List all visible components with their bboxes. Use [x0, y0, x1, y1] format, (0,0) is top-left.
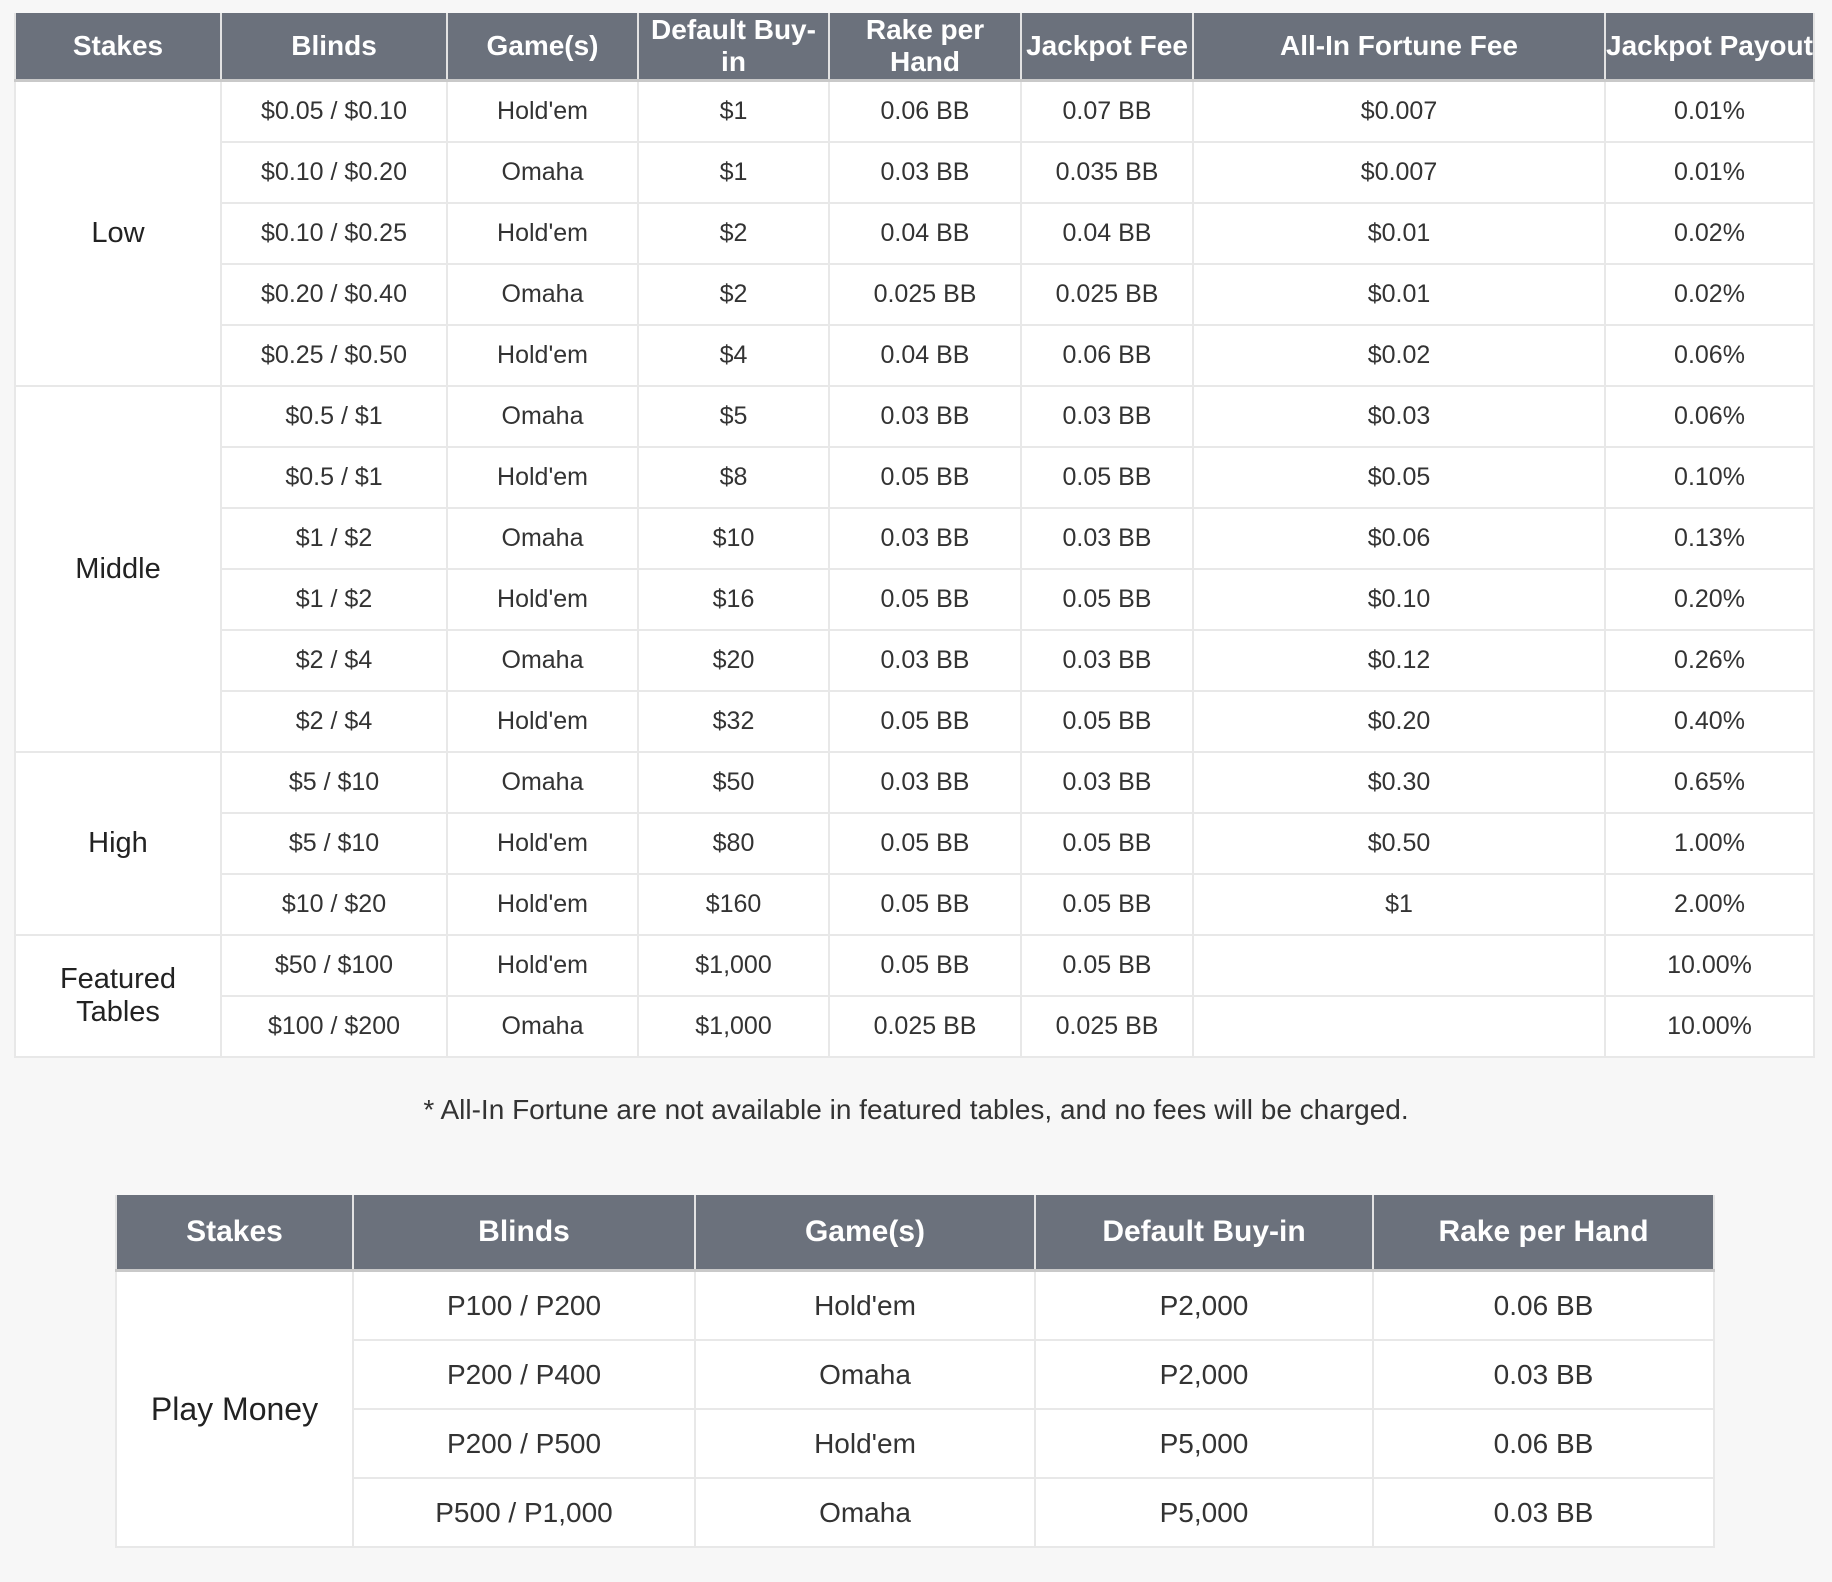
play-table-body [116, 1271, 1714, 1548]
cell-jackpot-payout: 10.00% [1605, 935, 1814, 996]
cell-default-buy-in: P2,000 [1035, 1271, 1373, 1341]
cell-rake-per-hand: 0.05 BB [829, 874, 1021, 935]
cell-default-buy-in: $1,000 [638, 935, 829, 996]
table-row [15, 325, 1814, 386]
column-header-game-s: Game(s) [447, 13, 638, 81]
column-header-rake-per-hand: Rake per Hand [829, 13, 1021, 81]
stakes-group-label: High [15, 752, 221, 935]
table-row [15, 996, 1814, 1057]
featured-tables-footnote: * All-In Fortune are not available in featured tables, and no fees will be charged. [423, 1094, 1409, 1125]
column-header-stakes: Stakes [116, 1195, 353, 1271]
cell-blinds: $2 / $4 [221, 630, 447, 691]
cell-jackpot-payout: 0.13% [1605, 508, 1814, 569]
cell-game-s: Hold'em [447, 935, 638, 996]
cell-game-s: Hold'em [447, 447, 638, 508]
cell-game-s: Omaha [447, 752, 638, 813]
cell-jackpot-payout: 0.01% [1605, 81, 1814, 143]
cell-default-buy-in: $8 [638, 447, 829, 508]
cell-default-buy-in: $50 [638, 752, 829, 813]
table-row [15, 813, 1814, 874]
cell-rake-per-hand: 0.05 BB [829, 447, 1021, 508]
cell-default-buy-in: P5,000 [1035, 1478, 1373, 1547]
cell-all-in-fortune-fee: $0.03 [1193, 386, 1605, 447]
column-header-default-buy-in: Default Buy-in [1035, 1195, 1373, 1271]
table-row [15, 264, 1814, 325]
play-table-header-row [116, 1195, 1714, 1271]
cell-jackpot-fee: 0.05 BB [1021, 691, 1193, 752]
cell-jackpot-fee: 0.05 BB [1021, 813, 1193, 874]
cell-jackpot-payout: 0.02% [1605, 203, 1814, 264]
table-row [15, 386, 1814, 447]
cell-blinds: $0.10 / $0.25 [221, 203, 447, 264]
column-header-game-s: Game(s) [695, 1195, 1035, 1271]
cell-jackpot-fee: 0.03 BB [1021, 386, 1193, 447]
cell-game-s: Hold'em [447, 691, 638, 752]
cell-rake-per-hand: 0.03 BB [829, 508, 1021, 569]
cell-game-s: Hold'em [447, 569, 638, 630]
cell-jackpot-payout: 0.65% [1605, 752, 1814, 813]
cell-jackpot-fee: 0.03 BB [1021, 508, 1193, 569]
cell-blinds: P100 / P200 [353, 1271, 695, 1341]
cell-default-buy-in: $80 [638, 813, 829, 874]
table-row [15, 203, 1814, 264]
table-row [15, 569, 1814, 630]
cell-all-in-fortune-fee: $0.01 [1193, 203, 1605, 264]
cell-default-buy-in: $1 [638, 81, 829, 143]
cell-all-in-fortune-fee: $0.10 [1193, 569, 1605, 630]
cell-default-buy-in: P2,000 [1035, 1340, 1373, 1409]
cell-jackpot-payout: 10.00% [1605, 996, 1814, 1057]
cell-jackpot-fee: 0.025 BB [1021, 264, 1193, 325]
cell-jackpot-fee: 0.04 BB [1021, 203, 1193, 264]
cell-default-buy-in: $10 [638, 508, 829, 569]
cell-default-buy-in: $16 [638, 569, 829, 630]
main-table-header-row [15, 13, 1814, 81]
cell-jackpot-fee: 0.07 BB [1021, 81, 1193, 143]
cell-all-in-fortune-fee: $0.12 [1193, 630, 1605, 691]
cell-rake-per-hand: 0.03 BB [1373, 1340, 1714, 1409]
cell-jackpot-fee: 0.05 BB [1021, 447, 1193, 508]
play-money-table [115, 1195, 1715, 1548]
column-header-default-buy-in: Default Buy-in [638, 13, 829, 81]
cell-game-s: Hold'em [447, 813, 638, 874]
cell-jackpot-payout: 0.01% [1605, 142, 1814, 203]
cell-game-s: Omaha [447, 386, 638, 447]
cell-jackpot-payout: 0.06% [1605, 325, 1814, 386]
cell-rake-per-hand: 0.05 BB [829, 813, 1021, 874]
cell-game-s: Omaha [447, 508, 638, 569]
cell-game-s: Omaha [447, 630, 638, 691]
cell-game-s: Hold'em [447, 325, 638, 386]
cell-blinds: P200 / P500 [353, 1409, 695, 1478]
cell-jackpot-fee: 0.05 BB [1021, 935, 1193, 996]
cell-game-s: Omaha [447, 142, 638, 203]
column-header-rake-per-hand: Rake per Hand [1373, 1195, 1714, 1271]
cell-rake-per-hand: 0.03 BB [829, 142, 1021, 203]
cell-jackpot-payout: 0.02% [1605, 264, 1814, 325]
table-row [15, 630, 1814, 691]
cell-rake-per-hand: 0.06 BB [1373, 1271, 1714, 1341]
cell-game-s: Omaha [695, 1340, 1035, 1409]
cell-default-buy-in: $32 [638, 691, 829, 752]
table-row [116, 1340, 1714, 1409]
cell-rake-per-hand: 0.05 BB [829, 691, 1021, 752]
table-row [15, 447, 1814, 508]
cell-rake-per-hand: 0.025 BB [829, 264, 1021, 325]
cell-default-buy-in: $1,000 [638, 996, 829, 1057]
cell-game-s: Omaha [447, 996, 638, 1057]
cell-jackpot-fee: 0.035 BB [1021, 142, 1193, 203]
cell-blinds: $100 / $200 [221, 996, 447, 1057]
cell-all-in-fortune-fee [1193, 996, 1605, 1057]
cell-blinds: $2 / $4 [221, 691, 447, 752]
cell-game-s: Hold'em [447, 874, 638, 935]
cell-rake-per-hand: 0.04 BB [829, 203, 1021, 264]
cell-all-in-fortune-fee: $0.30 [1193, 752, 1605, 813]
cell-game-s: Hold'em [447, 203, 638, 264]
cell-all-in-fortune-fee: $0.01 [1193, 264, 1605, 325]
cell-jackpot-fee: 0.03 BB [1021, 630, 1193, 691]
cell-all-in-fortune-fee: $0.007 [1193, 142, 1605, 203]
table-row [116, 1271, 1714, 1341]
cell-rake-per-hand: 0.025 BB [829, 996, 1021, 1057]
cell-all-in-fortune-fee [1193, 935, 1605, 996]
cell-default-buy-in: $2 [638, 264, 829, 325]
cell-jackpot-payout: 1.00% [1605, 813, 1814, 874]
cell-blinds: $10 / $20 [221, 874, 447, 935]
cell-jackpot-fee: 0.03 BB [1021, 752, 1193, 813]
cell-blinds: P200 / P400 [353, 1340, 695, 1409]
stakes-group-label: Featured Tables [15, 935, 221, 1057]
cell-rake-per-hand: 0.03 BB [1373, 1478, 1714, 1547]
table-row [15, 142, 1814, 203]
cell-blinds: $5 / $10 [221, 813, 447, 874]
cell-rake-per-hand: 0.03 BB [829, 386, 1021, 447]
cell-default-buy-in: $5 [638, 386, 829, 447]
cell-rake-per-hand: 0.06 BB [829, 81, 1021, 143]
cell-jackpot-fee: 0.025 BB [1021, 996, 1193, 1057]
cell-rake-per-hand: 0.03 BB [829, 630, 1021, 691]
column-header-stakes: Stakes [15, 13, 221, 81]
cell-game-s: Hold'em [695, 1271, 1035, 1341]
cell-rake-per-hand: 0.05 BB [829, 935, 1021, 996]
cell-all-in-fortune-fee: $0.50 [1193, 813, 1605, 874]
cell-default-buy-in: $160 [638, 874, 829, 935]
cell-default-buy-in: P5,000 [1035, 1409, 1373, 1478]
cell-jackpot-fee: 0.06 BB [1021, 325, 1193, 386]
stakes-group-label: Low [15, 81, 221, 387]
cell-all-in-fortune-fee: $0.02 [1193, 325, 1605, 386]
main-stakes-table [14, 13, 1815, 1058]
cell-jackpot-payout: 0.40% [1605, 691, 1814, 752]
cell-all-in-fortune-fee: $0.05 [1193, 447, 1605, 508]
cell-rake-per-hand: 0.04 BB [829, 325, 1021, 386]
cell-jackpot-payout: 0.26% [1605, 630, 1814, 691]
table-row [15, 691, 1814, 752]
cell-jackpot-fee: 0.05 BB [1021, 569, 1193, 630]
column-header-all-in-fortune-fee: All-In Fortune Fee [1193, 13, 1605, 81]
cell-game-s: Omaha [695, 1478, 1035, 1547]
table-row [15, 508, 1814, 569]
table-row [15, 752, 1814, 813]
cell-all-in-fortune-fee: $0.20 [1193, 691, 1605, 752]
stakes-group-label: Play Money [116, 1271, 353, 1548]
cell-blinds: P500 / P1,000 [353, 1478, 695, 1547]
cell-blinds: $50 / $100 [221, 935, 447, 996]
cell-blinds: $5 / $10 [221, 752, 447, 813]
cell-blinds: $0.5 / $1 [221, 386, 447, 447]
column-header-jackpot-fee: Jackpot Fee [1021, 13, 1193, 81]
cell-default-buy-in: $2 [638, 203, 829, 264]
table-row [15, 935, 1814, 996]
cell-game-s: Hold'em [447, 81, 638, 143]
cell-blinds: $1 / $2 [221, 508, 447, 569]
main-table-body [15, 81, 1814, 1058]
cell-game-s: Hold'em [695, 1409, 1035, 1478]
cell-default-buy-in: $1 [638, 142, 829, 203]
cell-rake-per-hand: 0.06 BB [1373, 1409, 1714, 1478]
column-header-jackpot-payout: Jackpot Payout [1605, 13, 1814, 81]
cell-jackpot-payout: 0.10% [1605, 447, 1814, 508]
table-row [15, 81, 1814, 143]
cell-blinds: $0.5 / $1 [221, 447, 447, 508]
cell-all-in-fortune-fee: $0.007 [1193, 81, 1605, 143]
cell-all-in-fortune-fee: $0.06 [1193, 508, 1605, 569]
cell-all-in-fortune-fee: $1 [1193, 874, 1605, 935]
table-row [116, 1409, 1714, 1478]
column-header-blinds: Blinds [221, 13, 447, 81]
cell-game-s: Omaha [447, 264, 638, 325]
column-header-blinds: Blinds [353, 1195, 695, 1271]
cell-default-buy-in: $4 [638, 325, 829, 386]
cell-blinds: $1 / $2 [221, 569, 447, 630]
cell-jackpot-payout: 0.06% [1605, 386, 1814, 447]
table-row [116, 1478, 1714, 1547]
cell-jackpot-payout: 0.20% [1605, 569, 1814, 630]
cell-blinds: $0.25 / $0.50 [221, 325, 447, 386]
cell-rake-per-hand: 0.05 BB [829, 569, 1021, 630]
table-row [15, 874, 1814, 935]
cell-jackpot-payout: 2.00% [1605, 874, 1814, 935]
cell-jackpot-fee: 0.05 BB [1021, 874, 1193, 935]
cell-default-buy-in: $20 [638, 630, 829, 691]
cell-blinds: $0.20 / $0.40 [221, 264, 447, 325]
cell-blinds: $0.05 / $0.10 [221, 81, 447, 143]
cell-blinds: $0.10 / $0.20 [221, 142, 447, 203]
cell-rake-per-hand: 0.03 BB [829, 752, 1021, 813]
stakes-group-label: Middle [15, 386, 221, 752]
